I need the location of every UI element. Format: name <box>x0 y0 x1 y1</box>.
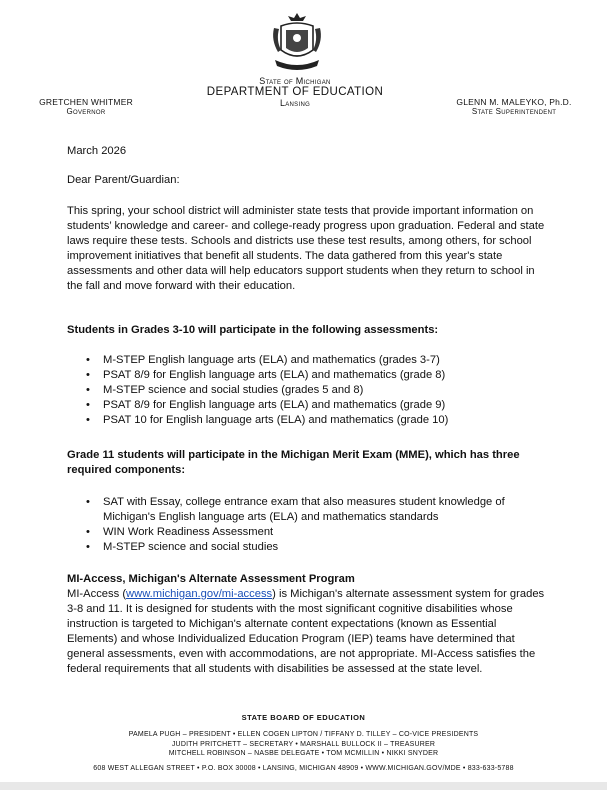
state-line: State of Michigan <box>259 76 331 86</box>
board-members-line: MITCHELL ROBINSON – NASBE DELEGATE • TOM MCMILLIN • NIKKI SNYDER <box>168 750 439 757</box>
list-item: • WIN Work Readiness Assessment <box>67 525 547 540</box>
intro-paragraph: This spring, your school district will administer state tests that provide important information on students’ knowledge and career- and college-ready progress upon graduation. Federal and state laws require these tests. Schools and districts use these test results, among others, for school improvement initiatives that benefit all students. The data gathered from this year's state assessments and other data will help educators support students when they return to school in the fall and move forward with their education. <box>67 205 545 293</box>
list-item: • M-STEP science and social studies <box>67 540 547 555</box>
mi-access-link[interactable]: www.michigan.gov/mi-access <box>126 588 273 600</box>
michigan-seal-icon <box>269 10 325 76</box>
grades-3-10-heading: Students in Grades 3-10 will participate in the following assessments: <box>67 324 439 336</box>
board-members <box>0 730 607 759</box>
board-title: STATE BOARD OF EDUCATION <box>241 713 366 722</box>
footer-address: 608 WEST ALLEGAN STREET • P.O. BOX 30008 • LANSING, MICHIGAN 48909 • WWW.MICHIGAN.GOV/MDE • 833-633-5788 <box>93 765 514 772</box>
board-members-line: JUDITH PRITCHETT – SECRETARY • MARSHALL BULLOCK II – TREASURER <box>171 740 436 748</box>
governor-block <box>31 97 141 117</box>
letter-date: March 2026 <box>67 145 127 157</box>
list-item: • M-STEP science and social studies (grades 5 and 8) <box>67 383 547 398</box>
grade-11-list <box>67 495 547 555</box>
city-line: Lansing <box>279 98 311 108</box>
department-name: DEPARTMENT OF EDUCATION <box>206 86 384 98</box>
superintendent-name: GLENN M. MALEYKO, Ph.D. <box>456 97 572 107</box>
list-item: • SAT with Essay, college entrance exam that also measures student knowledge of Michigan's English language arts (ELA) and mathematics standards <box>67 495 547 525</box>
superintendent-title: State Superintendent <box>471 107 557 116</box>
letterhead-center <box>150 76 440 109</box>
list-item: • PSAT 8/9 for English language arts (ELA) and mathematics (grade 8) <box>67 368 547 383</box>
page-bottom-edge <box>0 782 607 790</box>
mi-access-prefix: MI-Access ( <box>67 588 127 600</box>
board-members-line: PAMELA PUGH – PRESIDENT • ELLEN COGEN LIPTON / TIFFANY D. TILLEY – CO-VICE PRESIDENTS <box>128 731 479 738</box>
governor-title: Governor <box>66 107 106 116</box>
governor-name: GRETCHEN WHITMER <box>39 97 133 107</box>
list-item: • M-STEP English language arts (ELA) and mathematics (grades 3-7) <box>67 353 547 368</box>
mi-access-heading: MI-Access, Michigan's Alternate Assessment Program <box>67 573 355 585</box>
grades-3-10-list <box>67 353 547 428</box>
mi-access-paragraph <box>67 587 547 678</box>
superintendent-block <box>444 97 584 117</box>
letter-greeting: Dear Parent/Guardian: <box>67 174 180 186</box>
grade-11-heading: Grade 11 students will participate in the Michigan Merit Exam (MME), which has three required components: <box>67 449 520 477</box>
list-item: • PSAT 10 for English language arts (ELA) and mathematics (grade 10) <box>67 413 547 428</box>
mi-access-body: ) is Michigan's alternate assessment system for grades 3-8 and 11. It is designed for students with the most significant cognitive disabilities whose instruction is targeted to Michigan's alternate content expectations (known as Essential Elements) and whose Individualized Education Program (IEP) teams have determined that general assessments, even with accommodations, are not appropriate. MI-Access satisfies the federal requirements that all students with disabilities be assessed at the state level. <box>67 588 545 676</box>
list-item: • PSAT 8/9 for English language arts (ELA) and mathematics (grade 9) <box>67 398 547 413</box>
